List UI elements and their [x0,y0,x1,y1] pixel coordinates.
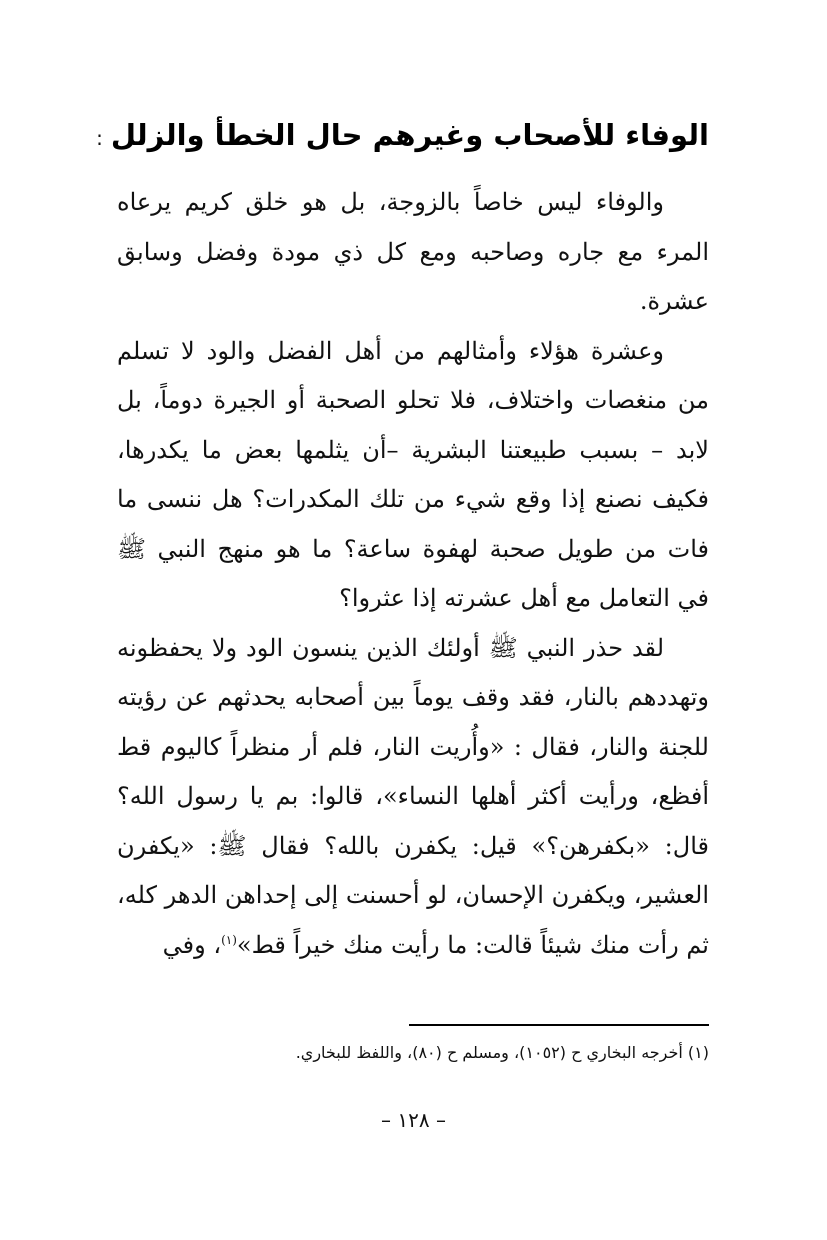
paragraph-3-tail: ، وفي [162,930,222,959]
paragraph-3-text: لقد حذر النبي ﷺ أولئك الذين ينسون الود ولا يحفظونه وتهددهم بالنار، فقد وقف يوماً بين أصحابه يحدثهم عن رؤيته للجنة والنار، فقال : «وأُريت النار، فلم أر منظراً كاليوم قط أفظع، ورأيت أكثر أهلها النساء»، قالوا: بم يا رسول الله؟ قال: «بكفرهن؟» قيل: يكفرن بالله؟ فقال ﷺ: «يكفرن العشير، ويكفرن الإحسان، لو أحسنت إلى إحداهن الدهر كله، ثم رأت منك شيئاً قالت: ما رأيت منك خيراً قط» [117,633,709,959]
section-heading: الوفاء للأصحاب وغيرهم حال الخطأ والزلل [110,118,709,152]
paragraph-1: والوفاء ليس خاصاً بالزوجة، بل هو خلق كريم يرعاه المرء مع جاره وصاحبه ومع كل ذي مودة وفضل وسابق عشرة. [117,188,709,315]
footnote: (١) أخرجه البخاري ح (١٠٥٢)، ومسلم ح (٨٠)، واللفظ للبخاري. [295,1043,709,1062]
paragraph-3 [117,624,709,971]
page-number: – ١٢٨ – [381,1108,446,1132]
heading-colon: : [96,126,103,150]
body-text [117,178,709,970]
paragraph-2: وعشرة هؤلاء وأمثالهم من أهل الفضل والود لا تسلم من منغصات واختلاف، فلا تحلو الصحبة أو الجيرة دوماً، بل لابد – بسبب طبيعتنا البشرية –أن يثلمها بعض ما يكدرها، فكيف نصنع إذا وقع شيء من تلك المكدرات؟ هل ننسى ما فات من طويل صحبة لهفوة ساعة؟ ما هو منهج النبي ﷺ في التعامل مع أهل عشرته إذا عثروا؟ [117,336,709,612]
footnote-divider [409,1024,709,1026]
footnote-reference: (١) [221,932,237,947]
section-heading-line [96,118,709,152]
